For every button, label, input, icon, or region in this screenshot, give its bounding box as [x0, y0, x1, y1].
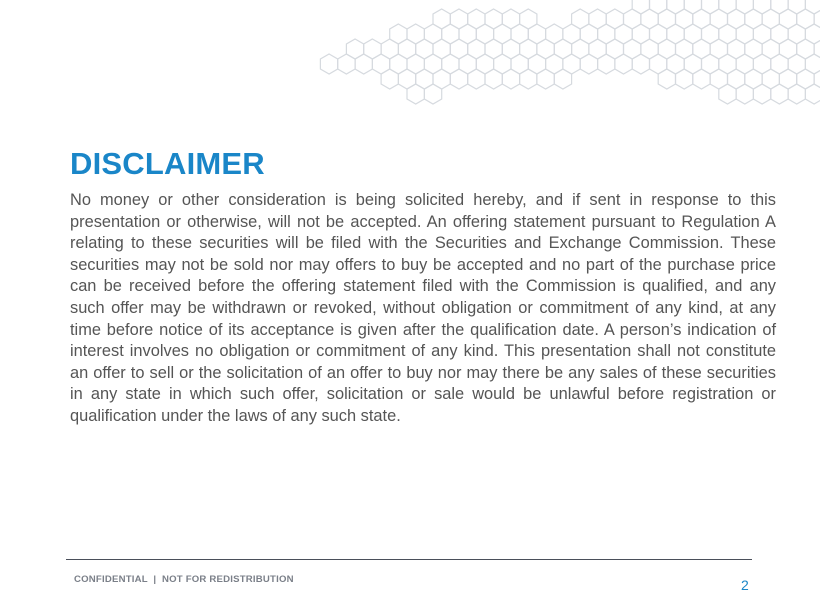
- hexagon-shape: [805, 54, 820, 74]
- hexagon-shape: [632, 54, 649, 74]
- hexagon-shape: [554, 69, 571, 89]
- hexagon-shape: [771, 84, 788, 104]
- hexagon-shape: [753, 84, 770, 104]
- hexagon-shape: [502, 69, 519, 89]
- hexagon-shape: [684, 0, 701, 14]
- hexagon-shape: [407, 84, 424, 104]
- hexagon-shape: [693, 69, 710, 89]
- hexagon-shape: [424, 84, 441, 104]
- hexagon-shape: [771, 0, 788, 14]
- hexagon-shape: [719, 0, 736, 14]
- hexagon-shape: [658, 69, 675, 89]
- page-title: DISCLAIMER: [70, 146, 265, 181]
- hexagon-shape: [805, 84, 820, 104]
- hexagon-shape: [598, 54, 615, 74]
- hexagon-shape: [537, 69, 554, 89]
- hexagon-shape: [719, 84, 736, 104]
- hexagon-shape: [338, 54, 355, 74]
- footer-divider: [66, 559, 752, 560]
- hexagon-shape: [381, 69, 398, 89]
- hexagon-shape: [485, 69, 502, 89]
- confidentiality-note: CONFIDENTIAL | NOT FOR REDISTRIBUTION: [74, 574, 294, 585]
- hexagon-shape: [753, 0, 770, 14]
- hexagon-shape: [320, 54, 337, 74]
- hexagon-shape: [702, 0, 719, 14]
- hexagon-shape: [788, 84, 805, 104]
- hexagon-shape: [468, 69, 485, 89]
- hexagon-shape: [355, 54, 372, 74]
- hexagon-shape: [632, 0, 649, 14]
- page-number: 2: [741, 577, 749, 593]
- hexagon-shape: [615, 54, 632, 74]
- hexagon-shape: [650, 0, 667, 14]
- hexagon-shape: [520, 69, 537, 89]
- hexagon-shape: [450, 69, 467, 89]
- disclaimer-body: No money or other consideration is being solicited hereby, and if sent in response to this presentation or otherwise, will not be accepted. An offering statement pursuant to Regulation A relating to these securities will be filed with the Securities and Exchange Commission. These securities may not be sold nor may offers to buy be accepted and no part of the purchase price can be received before the offering statement filed with the Commission is qualified, and any such offer may be withdrawn or revoked, without obligation or commitment of any kind, at any time before notice of its acceptance is given after the qualification date. A person’s indication of interest involves no obligation or commitment of any kind. This presentation shall not constitute an offer to sell or the solicitation of an offer to buy nor may there be any sales of these securities in any state in which such offer, solicitation or sale would be unlawful before registration or qualification under the laws of any such state.: [70, 191, 776, 425]
- hexagon-pattern-icon: [0, 0, 820, 110]
- hexagon-shape: [736, 0, 753, 14]
- hexagon-shape: [805, 24, 820, 44]
- hexagon-shape: [580, 54, 597, 74]
- hexagon-shape: [736, 84, 753, 104]
- hexagon-shape: [676, 69, 693, 89]
- hexagon-shape: [667, 0, 684, 14]
- hexagon-shape: [788, 0, 805, 14]
